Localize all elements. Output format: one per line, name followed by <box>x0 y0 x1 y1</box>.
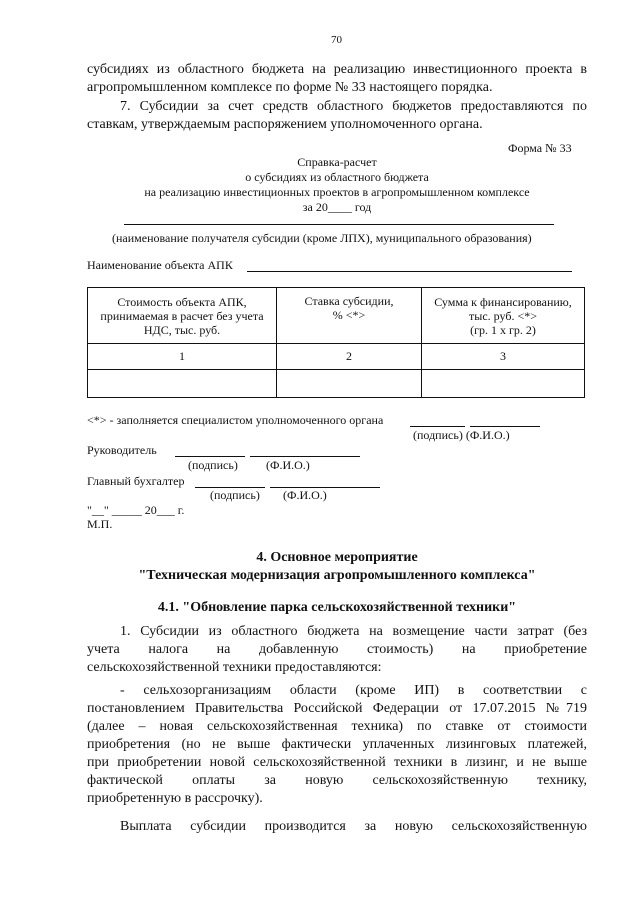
accountant-label: Главный бухгалтер <box>87 474 185 488</box>
date-line: "__" _____ 20___ г. <box>87 503 185 517</box>
table-header-rate: Ставка субсидии, % <*> <box>277 288 422 344</box>
footnote-caption: (подпись) (Ф.И.О.) <box>413 428 510 442</box>
paragraph-7-line-2: ставкам, утверждаемым распоряжением уполномоченного органа. <box>87 117 483 132</box>
head-name-line[interactable] <box>250 456 360 457</box>
form-number: Форма № 33 <box>508 141 572 155</box>
subsidy-calc-table <box>87 287 585 398</box>
head-sign-line[interactable] <box>175 456 245 457</box>
section-4-heading: 4. Основное мероприятие <box>256 550 418 565</box>
section-4-p1-line-2: учета налога на добавленную стоимость) на приобретение <box>87 642 587 657</box>
section-4-p2-line-1: Выплата субсидии производится за новую сельскохозяйственную <box>120 819 587 834</box>
recipient-name-line[interactable] <box>124 224 554 225</box>
bullet-1-line-7: приобретенную в рассрочку). <box>87 791 263 806</box>
head-label: Руководитель <box>87 443 157 457</box>
intro-line-2: агропромышленном комплексе по форме № 33 настоящего порядка. <box>87 80 493 95</box>
intro-line-1: субсидиях из областного бюджета на реализацию инвестиционного проекта в <box>87 62 587 77</box>
section-4-p1-line-3: сельскохозяйственной техники предоставляются: <box>87 660 382 675</box>
footnote: <*> - заполняется специалистом уполномоченного органа <box>87 413 384 427</box>
head-caption-sign: (подпись) <box>188 458 238 472</box>
table-header-cost: Стоимость объекта АПК, принимаемая в расчет без учета НДС, тыс. руб. <box>88 288 277 344</box>
bullet-1-line-1: - сельхозорганизациям области (кроме ИП) в соответствии с <box>120 683 587 698</box>
table-header-amount: Сумма к финансированию, тыс. руб. <*> (гр. 1 x гр. 2) <box>422 288 585 344</box>
column-number-3: 3 <box>422 344 585 370</box>
cost-input-cell[interactable] <box>88 370 277 398</box>
section-4-p1-line-1: 1. Субсидии из областного бюджета на возмещение части затрат (без <box>120 624 587 639</box>
recipient-caption: (наименование получателя субсидии (кроме ЛПХ), муниципального образования) <box>112 231 532 245</box>
bullet-1-line-3: (далее – новая сельскохозяйственная техника) по ставке от стоимости <box>87 719 587 734</box>
subsection-4-1-heading: 4.1. "Обновление парка сельскохозяйственной техники" <box>157 600 517 615</box>
column-number-1: 1 <box>88 344 277 370</box>
form-title-2: о субсидиях из областного бюджета <box>245 170 429 184</box>
rate-input-cell[interactable] <box>277 370 422 398</box>
accountant-caption-name: (Ф.И.О.) <box>283 488 327 502</box>
accountant-caption-sign: (подпись) <box>210 488 260 502</box>
form-title-3: на реализацию инвестиционных проектов в агропромышленном комплексе <box>144 185 530 199</box>
paragraph-7-line-1: 7. Субсидии за счет средств областного бюджетов предоставляются по <box>120 99 587 114</box>
stamp-place: М.П. <box>87 517 113 531</box>
column-number-2: 2 <box>277 344 422 370</box>
bullet-1-line-2: постановлением Правительства Российской Федерации от 17.07.2015 №719 <box>87 701 587 716</box>
bullet-1-line-6: фактической оплаты за новую сельскохозяйственную технику, <box>87 773 587 788</box>
form-title-4: за 20____ год <box>302 200 372 214</box>
form-title-1: Справка-расчет <box>297 155 377 169</box>
specialist-name-line[interactable] <box>470 426 540 427</box>
specialist-sign-line[interactable] <box>410 426 465 427</box>
bullet-1-line-4: приобретения (но не выше фактически уплаченных лизинговых платежей, <box>87 737 587 752</box>
amount-input-cell[interactable] <box>422 370 585 398</box>
object-name-line[interactable] <box>247 271 572 272</box>
section-4-title: "Техническая модернизация агропромышленного комплекса" <box>138 568 536 583</box>
bullet-1-line-5: при приобретении новой сельскохозяйственной техники в лизинг, и не выше <box>87 755 587 770</box>
object-name-label: Наименование объекта АПК <box>87 258 233 272</box>
page-number: 70 <box>331 34 342 46</box>
head-caption-name: (Ф.И.О.) <box>266 458 310 472</box>
